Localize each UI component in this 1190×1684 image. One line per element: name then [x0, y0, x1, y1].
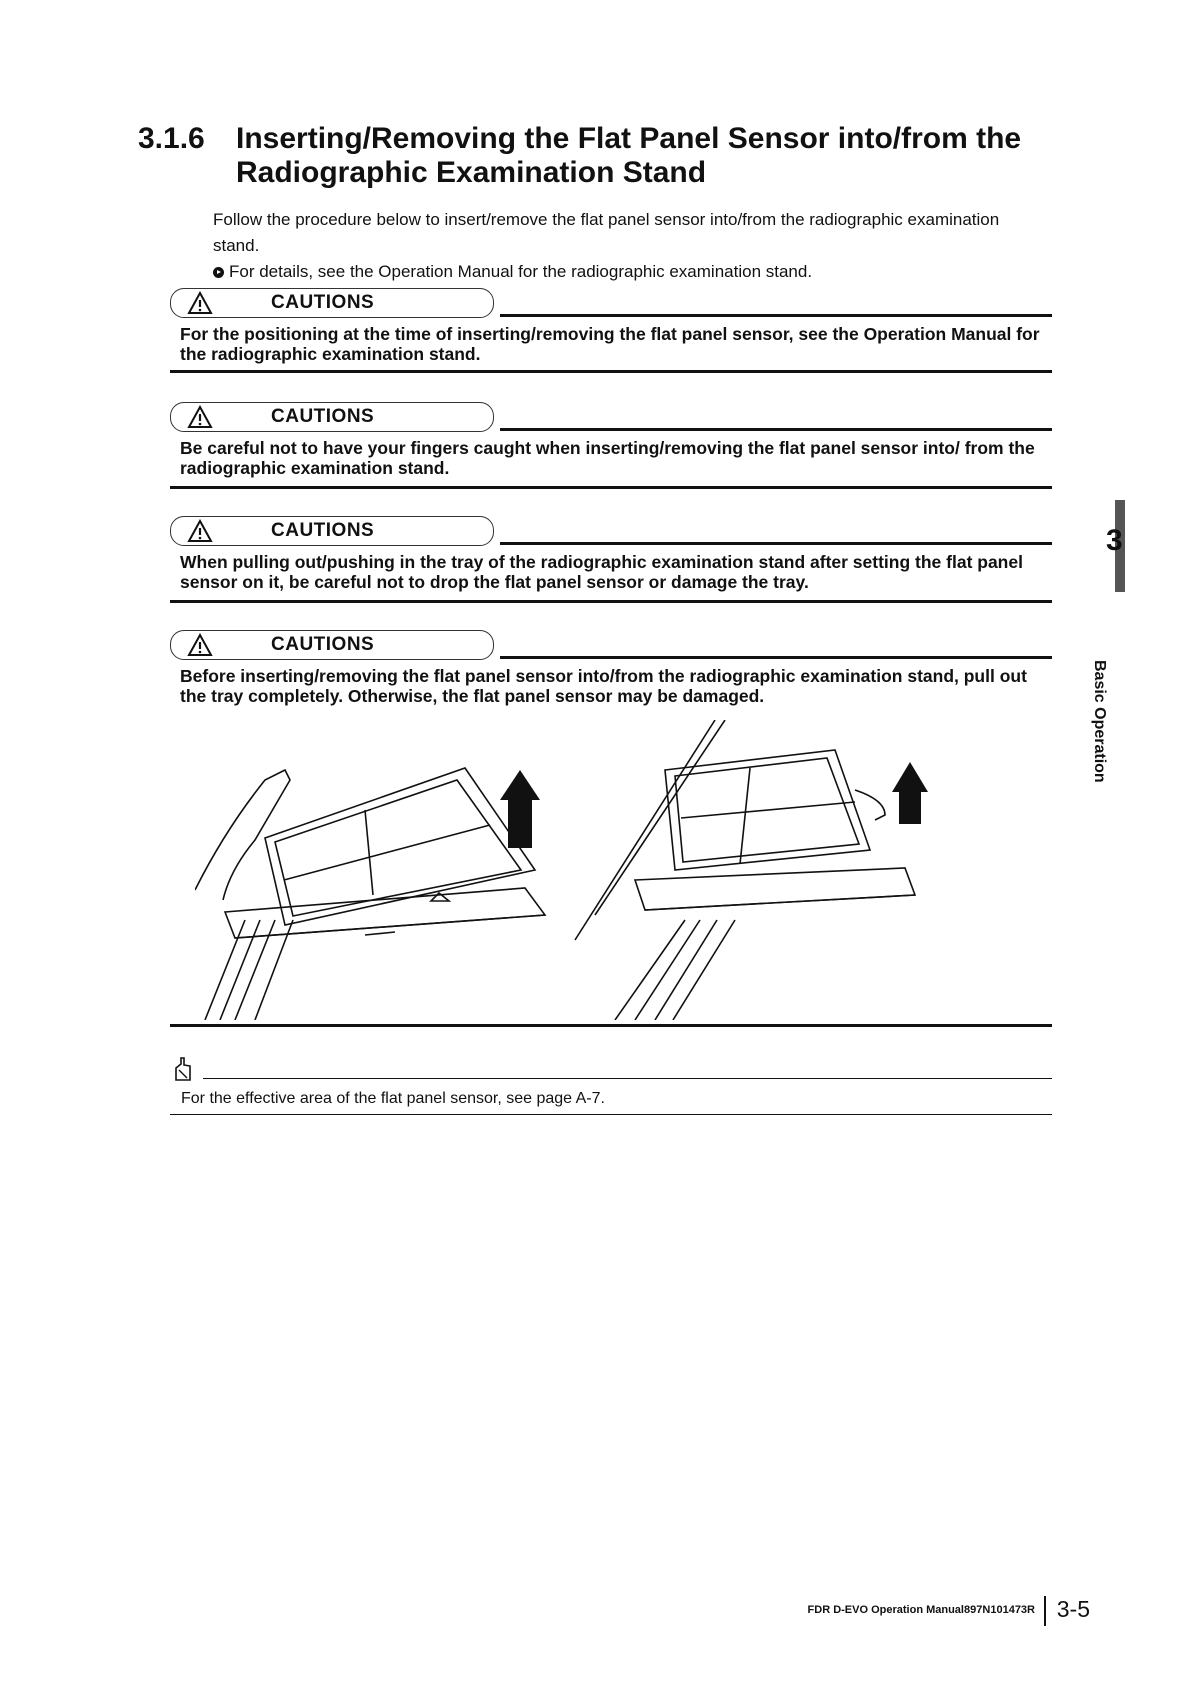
up-arrow-icon-right — [892, 762, 928, 824]
sensor-insertion-illustration — [195, 720, 995, 1020]
caution-text: Before inserting/removing the flat panel sensor into/from the radiographic examination stand, pull out the tray completely. Otherwise, the flat panel sensor may be damaged. — [180, 666, 1027, 706]
caution-rule — [500, 428, 1052, 431]
caution-header — [170, 288, 494, 318]
caution-text: For the positioning at the time of inserting/removing the flat panel sensor, see the Operation Manual for the radiographic examination stand. — [180, 324, 1040, 364]
chapter-tab — [1103, 500, 1133, 592]
footer-document-code: 897N101473R — [964, 1604, 1035, 1616]
caution-rule — [500, 542, 1052, 545]
caution-label: CAUTIONS — [271, 520, 375, 541]
warning-triangle-icon — [187, 519, 213, 543]
footer-manual-title: FDR D-EVO Operation Manual — [807, 1604, 964, 1616]
reference-line — [213, 260, 1013, 284]
caution-bottom-rule — [170, 600, 1052, 603]
chapter-side-label: Basic Operation — [1091, 660, 1108, 783]
warning-triangle-icon — [187, 291, 213, 315]
footer-separator — [1044, 1596, 1046, 1626]
caution-text: When pulling out/pushing in the tray of the radiographic examination stand after setting the flat panel sensor on it, be careful not to drop the flat panel sensor or damage the tray. — [180, 552, 1023, 592]
caution-label: CAUTIONS — [271, 634, 375, 655]
pencil-hand-icon — [172, 1056, 194, 1082]
section-number: 3.1.6 — [138, 122, 205, 155]
up-arrow-icon-left — [500, 770, 540, 848]
intro-paragraph: Follow the procedure below to insert/remove the flat panel sensor into/from the radiographic examination stand. — [213, 210, 1000, 255]
caution-header — [170, 516, 494, 546]
section-title-line1: Inserting/Removing the Flat Panel Sensor into/from the — [236, 122, 1022, 155]
section-title-line2: Radiographic Examination Stand — [236, 156, 707, 189]
caution-text: Be careful not to have your fingers caught when inserting/removing the flat panel sensor into/ from the radiographic examination stand. — [180, 438, 1035, 478]
caution-label: CAUTIONS — [271, 292, 375, 313]
note-rule — [203, 1078, 1052, 1079]
figure-bottom-rule — [170, 1024, 1052, 1027]
caution-bottom-rule — [170, 486, 1052, 489]
caution-header — [170, 402, 494, 432]
reference-text: For details, see the Operation Manual for the radiographic examination stand. — [229, 262, 813, 281]
warning-triangle-icon — [187, 405, 213, 429]
illustration-right — [575, 720, 915, 1020]
note-bottom-rule — [170, 1114, 1052, 1115]
caution-label: CAUTIONS — [271, 406, 375, 427]
caution-header — [170, 630, 494, 660]
caution-rule — [500, 656, 1052, 659]
arrow-bullet-icon — [213, 267, 224, 278]
chapter-number: 3 — [1106, 524, 1123, 557]
note-text: For the effective area of the flat panel sensor, see page A-7. — [181, 1090, 605, 1107]
illustration-left — [195, 768, 545, 1020]
caution-bottom-rule — [170, 370, 1052, 373]
warning-triangle-icon — [187, 633, 213, 657]
caution-rule — [500, 314, 1052, 317]
page-number: 3-5 — [1056, 1596, 1090, 1622]
